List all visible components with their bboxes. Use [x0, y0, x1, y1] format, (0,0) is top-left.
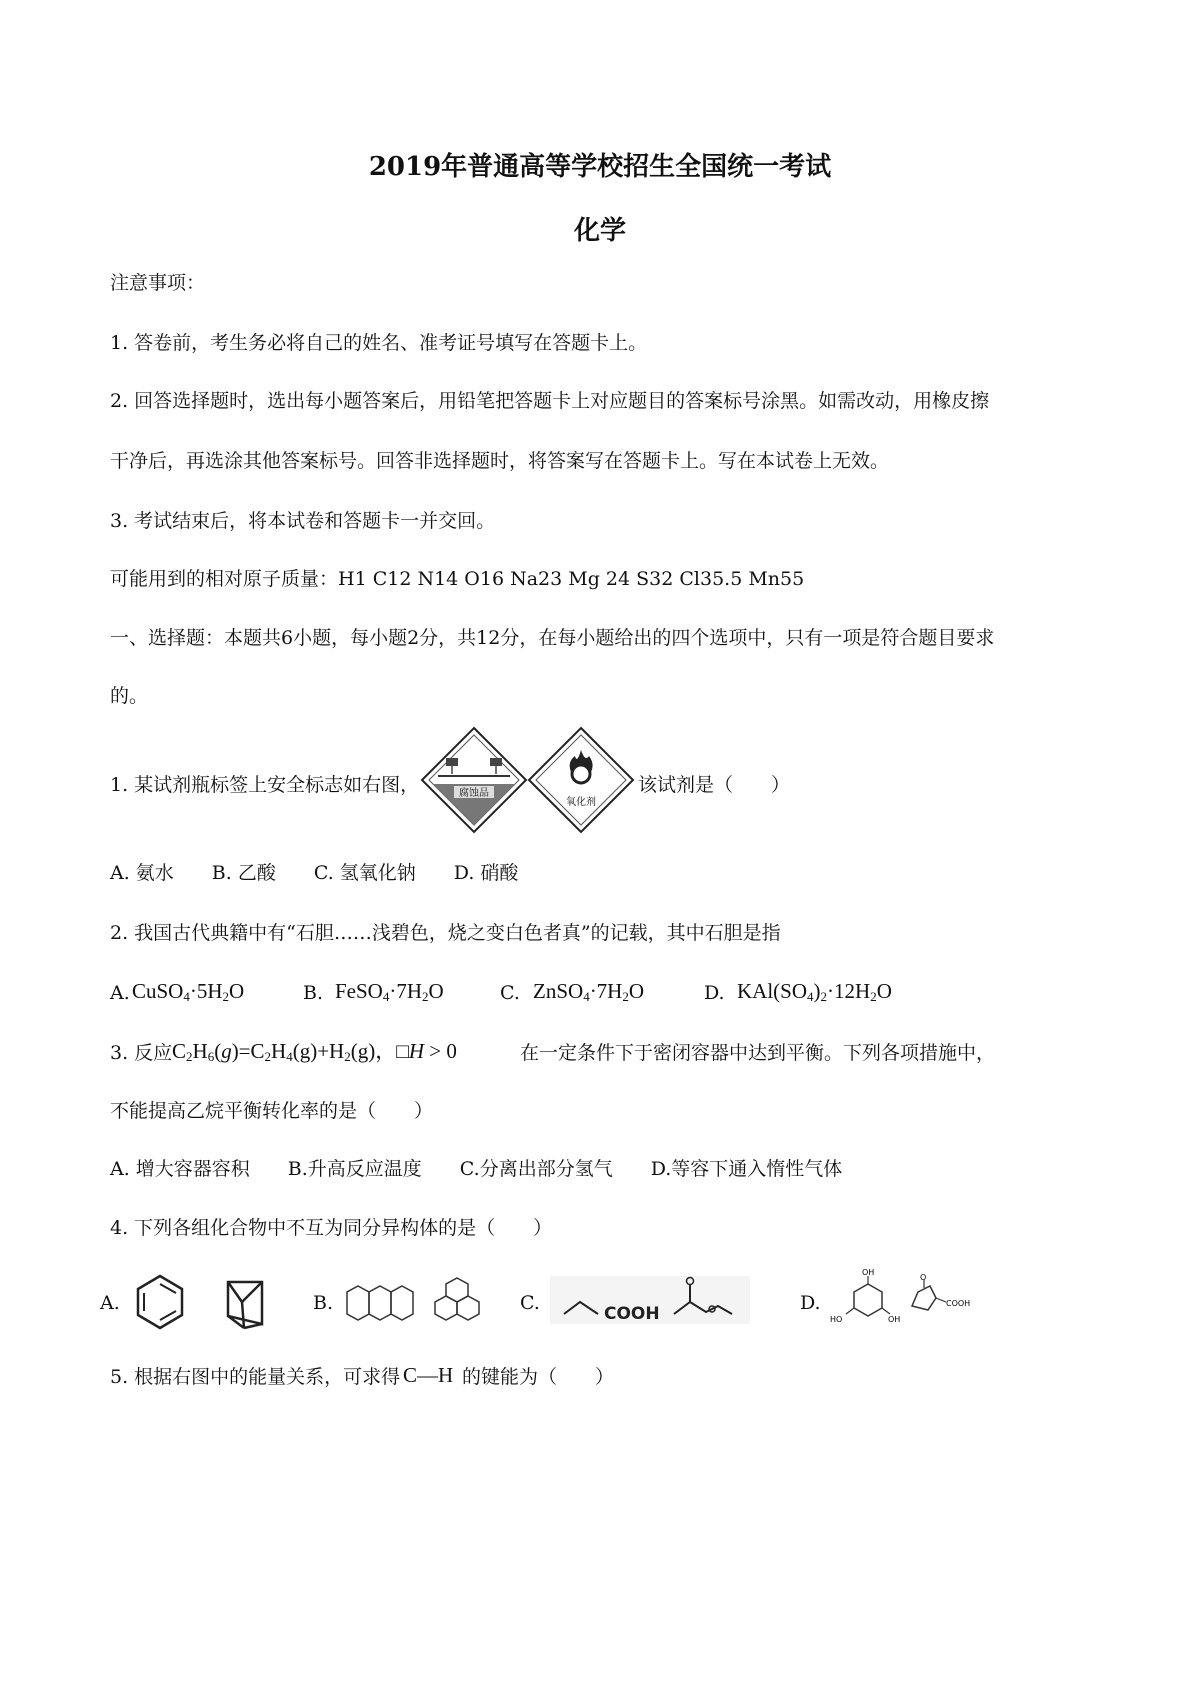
q2-option-b-label: B.: [303, 982, 324, 1004]
q4-option-a-label: A.: [100, 1292, 120, 1314]
anthracene-structure-icon: [345, 1282, 425, 1326]
notice-heading: 注意事项：: [110, 272, 206, 294]
q3-stem-line-2: 不能提高乙烷平衡转化率的是（ ）: [110, 1100, 434, 1122]
cyclopentenone-acid-structure-icon: [902, 1272, 982, 1332]
q2-option-c-formula: $ZnSO_4\cdot 7H_2O$: [533, 979, 645, 1004]
q4-d-o-label: O: [920, 1273, 927, 1282]
oxidizer-sign-label: 氧化剂: [566, 797, 596, 808]
q4-c-cooh-label: COOH: [604, 1304, 660, 1324]
q2-option-d-label: D.: [704, 982, 725, 1004]
q4-option-c-label: C.: [520, 1292, 540, 1314]
subject-title: 化学: [573, 216, 626, 246]
section-1-line-2: 的。: [110, 685, 149, 707]
q2-option-a-label: A.: [110, 982, 130, 1004]
section-1-line-1: 一、选择题：本题共6小题，每小题2分，共12分，在每小题给出的四个选项中，只有一项是符合题目要求: [110, 627, 995, 649]
phenalene-structure-icon: [430, 1274, 484, 1328]
q4-d-cooh-label: COOH: [946, 1299, 971, 1308]
notice-item-2b: 干净后，再选涂其他答案标号。回答非选择题时，将答案写在答题卡上。写在本试卷上无效。: [110, 450, 890, 472]
q3-stem-end: 在一定条件下于密闭容器中达到平衡。下列各项措施中，: [520, 1042, 996, 1064]
corrosive-sign-label: 腐蚀品: [459, 788, 489, 799]
q2-option-c-label: C.: [500, 982, 520, 1004]
benzene-structure-icon: [130, 1272, 190, 1332]
q2-option-d-formula: $KAl(SO_4)_2\cdot 12H_2O$: [737, 979, 892, 1004]
q3-stem-start: 3. 反应: [110, 1042, 173, 1064]
q4-d-oh-right: OH: [888, 1315, 901, 1324]
notice-item-2a: 2. 回答选择题时，选出每小题答案后，用铅笔把答题卡上对应题目的答案标号涂黑。如需改动，用橡皮擦: [110, 390, 990, 412]
q4-option-d-label: D.: [800, 1292, 821, 1314]
q2-stem: 2. 我国古代典籍中有“石胆……浅碧色，烧之变白色者真”的记载，其中石胆是指: [110, 922, 781, 944]
oxidizer-sign-icon: [527, 726, 635, 834]
corrosive-sign-icon: [420, 726, 528, 834]
propanoic-acid-structure-icon: [550, 1272, 750, 1328]
q4-stem: 4. 下列各组化合物中不互为同分异构体的是（ ）: [110, 1217, 553, 1239]
q3-reaction-formula: $C_2H_6(g)=C_2H_4(g)+H_2(g)$，□H > 0: [172, 1039, 457, 1064]
q1-stem-end: 该试剂是（ ）: [638, 774, 791, 796]
q5-bond-formula: C—H: [403, 1363, 454, 1387]
q2-option-a-formula: $CuSO_4\cdot 5H_2O$: [132, 979, 245, 1004]
atomic-masses: 可能用到的相对原子质量：H1 C12 N14 O16 Na23 Mg 24 S32 Cl35.5 Mn55: [110, 568, 805, 590]
q4-d-ho-left: HO: [830, 1315, 843, 1324]
q5-stem-start: 5. 根据右图中的能量关系，可求得: [110, 1366, 401, 1388]
q4-d-oh-top: OH: [862, 1268, 875, 1277]
q2-option-b-formula: $FeSO_4\cdot 7H_2O$: [335, 979, 444, 1004]
q4-option-b-label: B.: [313, 1292, 334, 1314]
q1-stem: 1. 某试剂瓶标签上安全标志如右图，: [110, 774, 420, 796]
prismane-structure-icon: [222, 1272, 272, 1332]
notice-item-3: 3. 考试结束后，将本试卷和答题卡一并交回。: [110, 510, 496, 532]
q1-options: A. 氨水 B. 乙酸 C. 氢氧化钠 D. 硝酸: [110, 862, 519, 884]
notice-item-1: 1. 答卷前，考生务必将自己的姓名、准考证号填写在答题卡上。: [110, 332, 648, 354]
q3-options: A. 增大容器容积 B.升高反应温度 C.分离出部分氢气 D.等容下通入惰性气体: [110, 1158, 843, 1180]
exam-title: 2019年普通高等学校招生全国统一考试: [368, 152, 832, 182]
q5-stem-end: 的键能为（ ）: [462, 1366, 615, 1388]
phloroglucinol-structure-icon: [828, 1268, 908, 1334]
